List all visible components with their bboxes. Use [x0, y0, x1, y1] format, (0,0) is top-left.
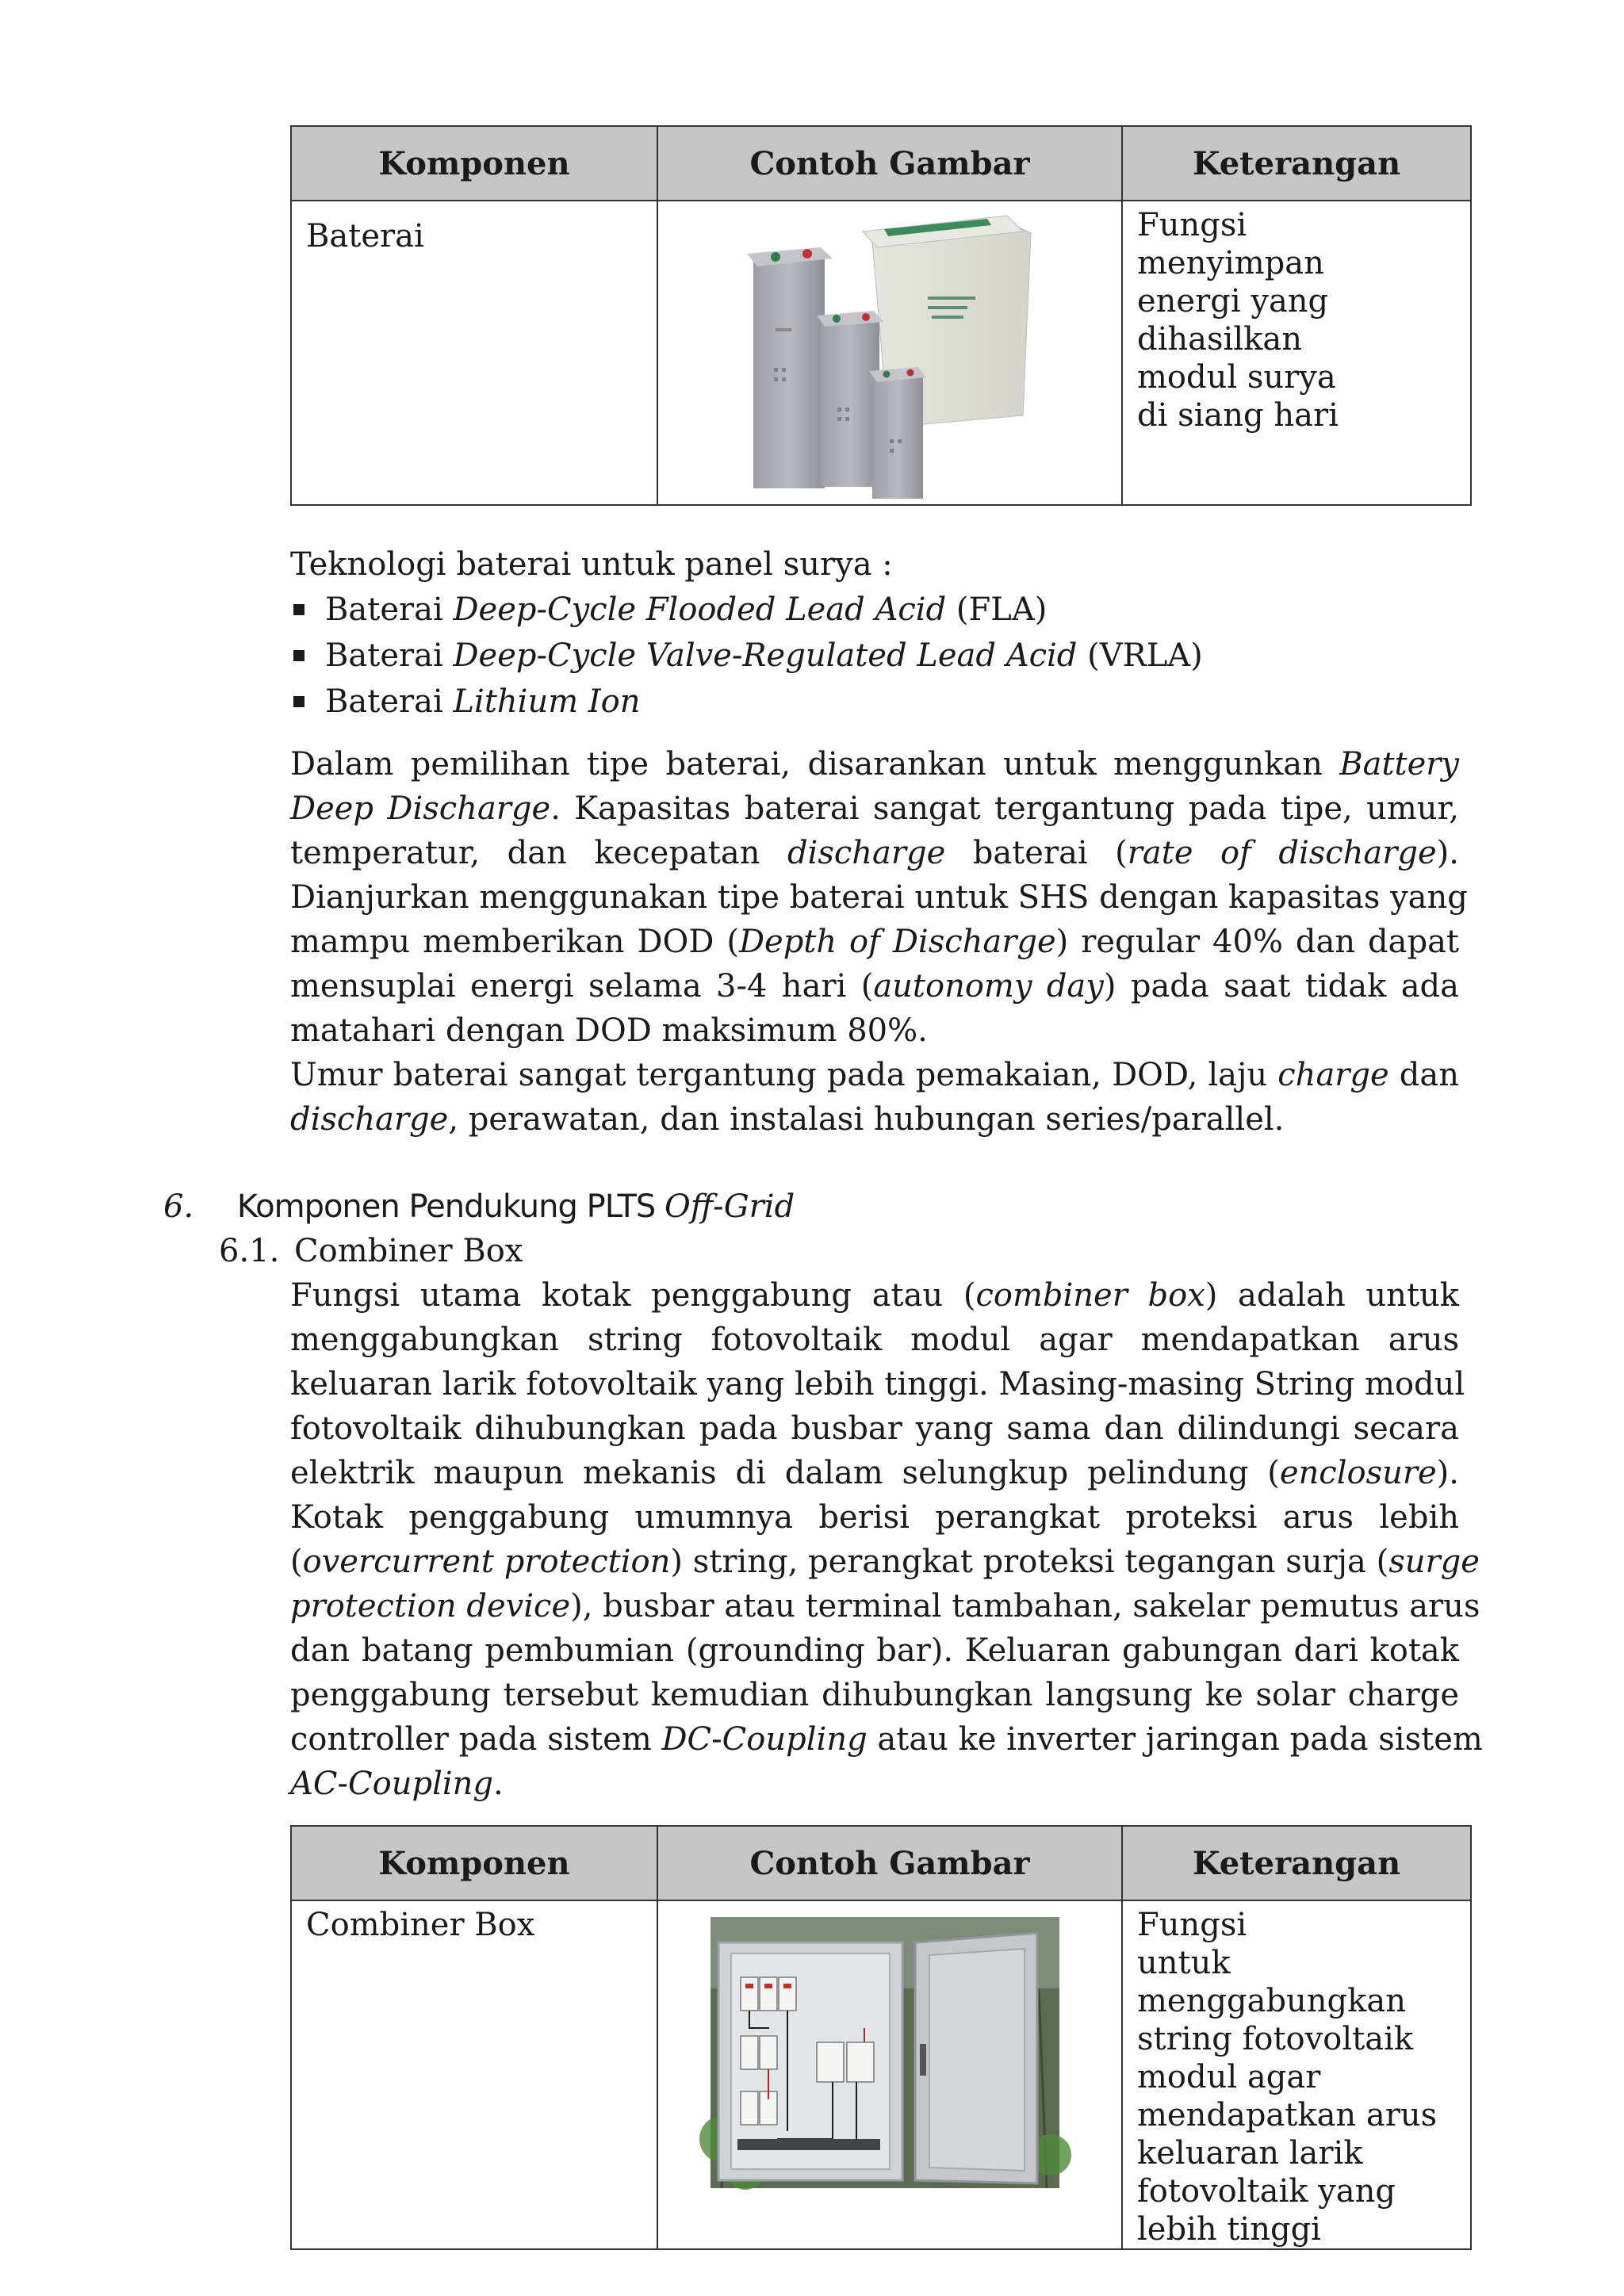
text-line: Dianjurkan menggunakan tipe baterai untuk SHS dengan kapasitas yang [290, 879, 1468, 916]
text-line: penggabung tersebut kemudian dihubungkan langsung ke solar charge [290, 1677, 1459, 1713]
component-description: Fungsi menyimpan energi yang dihasilkan modul surya di siang hari [1122, 201, 1471, 505]
text-line: discharge, perawatan, dan instalasi hubungan series/parallel. [290, 1101, 1285, 1138]
text-line: mensuplai energi selama 3-4 hari (autonomy day) pada saat tidak ada [290, 968, 1460, 1004]
table-row [291, 1900, 1471, 2249]
text-line: protection device), busbar atau terminal tambahan, sakelar pemutus arus [290, 1588, 1480, 1624]
text-line: matahari dengan DOD maksimum 80%. [290, 1012, 928, 1049]
combiner-box-image [658, 1901, 1123, 2245]
subsection-title: Combiner Box [294, 1233, 523, 1269]
text-line: Dalam pemilihan tipe baterai, disarankan untuk menggunkan Battery [290, 746, 1459, 783]
text-line: AC-Coupling. [290, 1766, 504, 1802]
component-image-cell [657, 1900, 1122, 2249]
tech-intro: Teknologi baterai untuk panel surya : [290, 546, 893, 583]
component-name: Baterai [291, 201, 657, 505]
section-6-heading [163, 1184, 795, 1229]
list-item-text: Baterai Lithium Ion [325, 683, 641, 720]
battery-paragraph [290, 742, 1468, 1142]
header-keterangan: Keterangan [1122, 126, 1471, 201]
subsection-number: 6.1. [219, 1233, 280, 1269]
battery-table [290, 125, 1472, 506]
text-line: fotovoltaik dihubungkan pada busbar yang sama dan dilindungi secara [290, 1410, 1459, 1447]
header-contoh-gambar: Contoh Gambar [657, 1826, 1122, 1900]
combiner-table [290, 1825, 1472, 2250]
tech-bullet-list [290, 587, 1203, 725]
component-description: Fungsi untuk menggabungkan string fotovoltaik modul agar mendapatkan arus keluaran larik fotovoltaik yang lebih tinggi [1122, 1900, 1471, 2249]
text-line: mampu memberikan DOD (Depth of Discharge) regular 40% dan dapat [290, 924, 1459, 960]
list-item-text: Baterai Deep-Cycle Flooded Lead Acid (FLA) [325, 591, 1048, 628]
header-komponen: Komponen [291, 1826, 657, 1900]
section-title-italic: Off-Grid [665, 1188, 795, 1225]
text-line: Deep Discharge. Kapasitas baterai sangat tergantung pada tipe, umur, [290, 790, 1459, 827]
section-title: Komponen Pendukung PLTS [236, 1188, 665, 1225]
header-komponen: Komponen [291, 126, 657, 201]
text-line: menggabungkan string fotovoltaik modul agar mendapatkan arus [290, 1322, 1459, 1358]
table-header-row [291, 1826, 1471, 1900]
section-6-1-heading [219, 1229, 523, 1273]
bullet-square-icon [293, 650, 304, 661]
battery-image [658, 201, 1123, 506]
header-contoh-gambar: Contoh Gambar [657, 126, 1122, 201]
header-keterangan: Keterangan [1122, 1826, 1471, 1900]
text-line: temperatur, dan kecepatan discharge baterai (rate of discharge). [290, 835, 1459, 871]
text-line: Umur baterai sangat tergantung pada pemakaian, DOD, laju charge dan [290, 1057, 1459, 1093]
section-number: 6. [163, 1188, 194, 1225]
table-row [291, 201, 1471, 505]
text-line: keluaran larik fotovoltaik yang lebih tinggi. Masing-masing String modul [290, 1366, 1465, 1402]
component-name: Combiner Box [291, 1900, 657, 2249]
text-line: controller pada sistem DC-Coupling atau ke inverter jaringan pada sistem [290, 1721, 1483, 1758]
list-item [290, 633, 1203, 679]
component-image-cell [657, 201, 1122, 505]
text-line: Fungsi utama kotak penggabung atau (combiner box) adalah untuk [290, 1277, 1460, 1314]
bullet-square-icon [293, 604, 304, 615]
text-line: dan batang pembumian (grounding bar). Keluaran gabungan dari kotak [290, 1632, 1459, 1669]
bullet-square-icon [293, 696, 304, 707]
table-header-row [291, 126, 1471, 201]
combiner-paragraph [290, 1273, 1483, 1806]
list-item [290, 587, 1203, 633]
text-line: Kotak penggabung umumnya berisi perangkat proteksi arus lebih [290, 1499, 1459, 1536]
text-line: elektrik maupun mekanis di dalam selungkup pelindung (enclosure). [290, 1455, 1459, 1491]
list-item [290, 679, 1203, 725]
list-item-text: Baterai Deep-Cycle Valve-Regulated Lead Acid (VRLA) [325, 637, 1203, 674]
text-line: (overcurrent protection) string, perangkat proteksi tegangan surja (surge [290, 1544, 1480, 1580]
